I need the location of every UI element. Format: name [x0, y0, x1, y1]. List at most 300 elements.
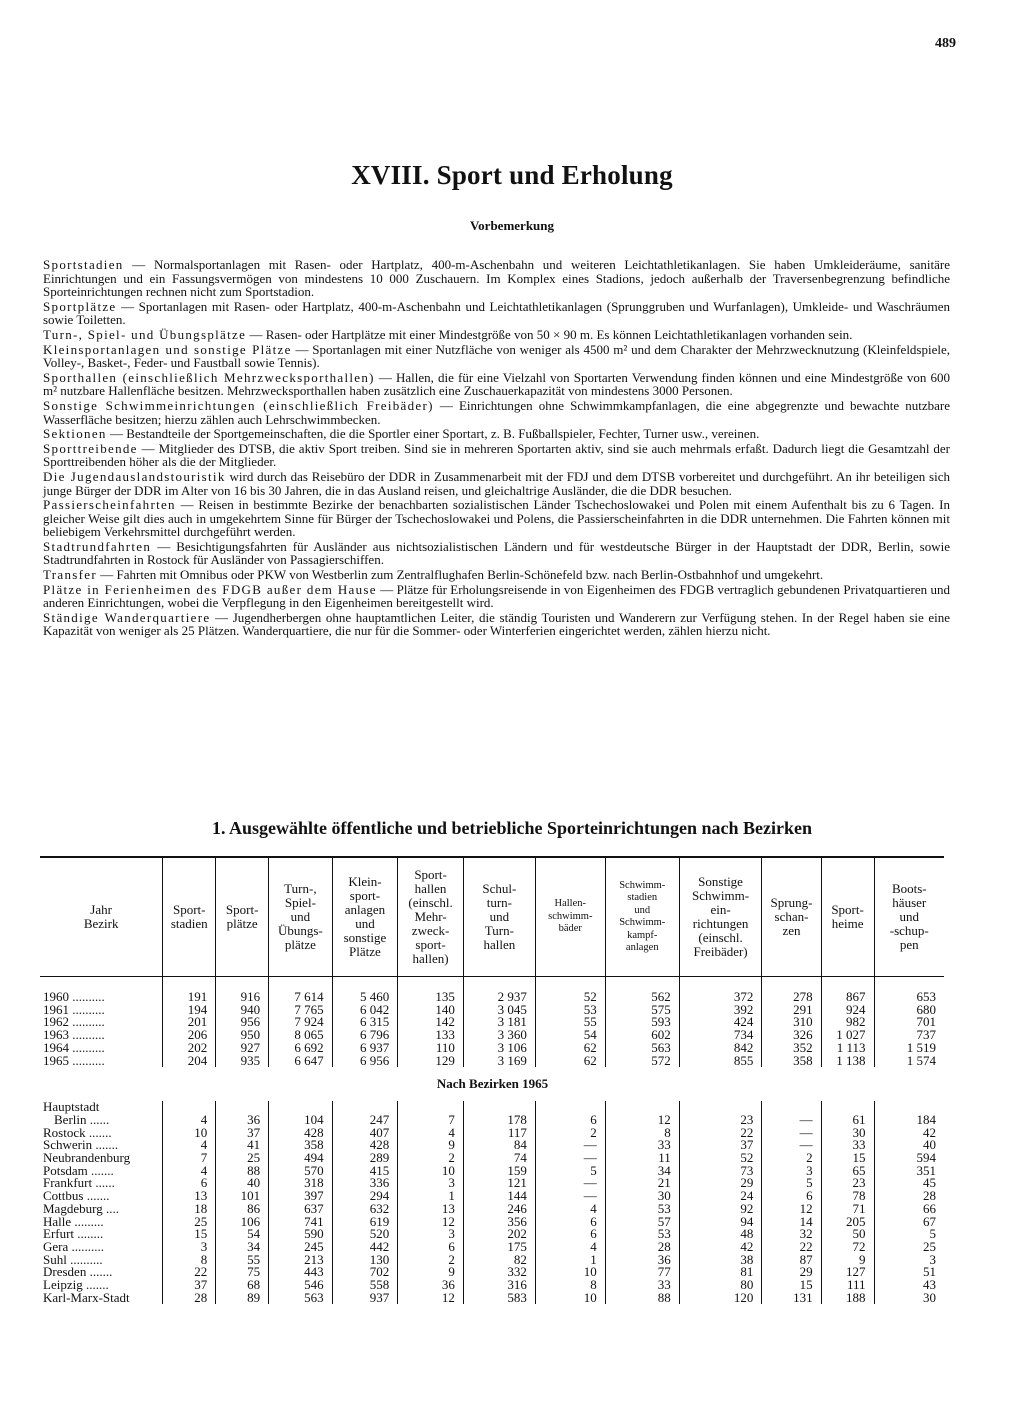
- table-cell: 956: [216, 1016, 269, 1029]
- table-cell: 178: [463, 1114, 535, 1127]
- table-cell: 159: [463, 1165, 535, 1178]
- table-cell: 563: [269, 1292, 333, 1305]
- table-cell: 11: [605, 1152, 679, 1165]
- row-label: Suhl ..........: [43, 1251, 103, 1267]
- table-cell: 7: [398, 1114, 464, 1127]
- table-cell: 494: [269, 1152, 333, 1165]
- definition-text: — Einrichtungen ohne Schwimmkampfanlagen, die eine abgegrenzte und bewachte nutzbare Wasserfläche besitzen; hierzu zählen auch Lehrschwimmbecken.: [43, 397, 950, 427]
- table-cell: 246: [463, 1203, 535, 1216]
- table-cell: 6: [535, 1216, 605, 1229]
- table-cell: 6 692: [269, 1042, 333, 1055]
- table-cell: 12: [398, 1292, 464, 1305]
- table-cell: 4: [163, 1139, 216, 1152]
- definition-term: Stadtrundfahrten: [43, 538, 152, 554]
- row-label: Frankfurt ......: [43, 1175, 115, 1191]
- table-cell: 33: [605, 1279, 679, 1292]
- table-cell: 9: [398, 1139, 464, 1152]
- table-cell: 121: [463, 1177, 535, 1190]
- row-label: Rostock .......: [43, 1124, 112, 1140]
- definition-item: [43, 540, 950, 567]
- table-cell: 33: [605, 1139, 679, 1152]
- table-cell: 30: [874, 1292, 944, 1305]
- table-cell: 935: [216, 1055, 269, 1068]
- table-cell: 442: [332, 1241, 398, 1254]
- table-cell: 191: [163, 991, 216, 1004]
- table-cell: 140: [398, 1004, 464, 1017]
- table-cell: 15: [762, 1279, 821, 1292]
- table-cell: 18: [163, 1203, 216, 1216]
- table-cell: 950: [216, 1029, 269, 1042]
- table-cell: 206: [163, 1029, 216, 1042]
- table-cell: 62: [535, 1042, 605, 1055]
- table-cell: 7 614: [269, 991, 333, 1004]
- column-header: Sonstige Schwimm- ein- richtungen (einschl. Freibäder): [679, 857, 762, 977]
- table-cell: 701: [874, 1016, 944, 1029]
- table-cell: 443: [269, 1266, 333, 1279]
- table-cell: 28: [163, 1292, 216, 1305]
- table-cell: 247: [332, 1114, 398, 1127]
- table-cell: 32: [762, 1228, 821, 1241]
- table-cell: 4: [398, 1127, 464, 1140]
- table-cell: 34: [605, 1165, 679, 1178]
- table-cell: 1: [398, 1190, 464, 1203]
- table-cell: 22: [762, 1241, 821, 1254]
- table-cell: 25: [163, 1216, 216, 1229]
- table-cell: 7: [163, 1152, 216, 1165]
- table-cell: 924: [821, 1004, 874, 1017]
- table-cell: 71: [821, 1203, 874, 1216]
- table-cell: 89: [216, 1292, 269, 1305]
- definition-text: — Bestandteile der Sportgemeinschaften, die die Sportler einer Sportart, z. B. Fußballspieler, Fechter, Turner usw., vereinen.: [106, 426, 760, 442]
- table-cell: 22: [163, 1266, 216, 1279]
- table-cell: 88: [216, 1165, 269, 1178]
- table-cell: 415: [332, 1165, 398, 1178]
- table-cell: [216, 1101, 269, 1114]
- table-cell: 184: [874, 1114, 944, 1127]
- table-cell: 36: [605, 1254, 679, 1267]
- table-cell: 10: [163, 1127, 216, 1140]
- table-cell: 101: [216, 1190, 269, 1203]
- table-cell: 5 460: [332, 991, 398, 1004]
- table-cell: 619: [332, 1216, 398, 1229]
- definition-term: Sonstige Schwimmeinrichtungen (einschließlich Freibäder): [43, 397, 434, 413]
- column-header: Sport- heime: [821, 857, 874, 977]
- table-cell: 572: [605, 1055, 679, 1068]
- table-cell: 73: [679, 1165, 762, 1178]
- table-cell: 25: [216, 1152, 269, 1165]
- definition-item: [43, 442, 950, 469]
- table-cell: 4: [163, 1165, 216, 1178]
- table-cell: 25: [874, 1241, 944, 1254]
- definition-term: Sporthallen (einschließlich Mehrzwecksporthallen): [43, 369, 375, 385]
- table-row: [40, 1055, 944, 1068]
- column-header: Jahr Bezirk: [40, 857, 163, 977]
- table-cell: 6 042: [332, 1004, 398, 1017]
- table-cell: 563: [605, 1042, 679, 1055]
- table-cell: 48: [679, 1228, 762, 1241]
- table-cell: 3: [398, 1228, 464, 1241]
- table-cell: 291: [762, 1004, 821, 1017]
- table-cell: 1 519: [874, 1042, 944, 1055]
- table-cell: 117: [463, 1127, 535, 1140]
- table-cell: 653: [874, 991, 944, 1004]
- table-cell: 1 574: [874, 1055, 944, 1068]
- table-cell: 356: [463, 1216, 535, 1229]
- table-cell: 326: [762, 1029, 821, 1042]
- table-cell: 88: [605, 1292, 679, 1305]
- table-cell: 424: [679, 1016, 762, 1029]
- table-cell: 36: [216, 1114, 269, 1127]
- table-cell: 428: [332, 1139, 398, 1152]
- definition-item: [43, 343, 950, 370]
- table-cell: 6 937: [332, 1042, 398, 1055]
- section-label: Nach Bezirken 1965: [436, 1075, 549, 1091]
- definition-item: [43, 258, 950, 299]
- row-label: Cottbus .......: [43, 1188, 110, 1204]
- table-cell: 407: [332, 1127, 398, 1140]
- table-cell: 392: [679, 1004, 762, 1017]
- definition-term: Passierscheinfahrten: [43, 497, 176, 513]
- table-cell: 24: [679, 1190, 762, 1203]
- table-cell: 135: [398, 991, 464, 1004]
- table-cell: 40: [216, 1177, 269, 1190]
- table-cell: 29: [762, 1266, 821, 1279]
- table-cell: 21: [605, 1177, 679, 1190]
- table-cell: —: [535, 1177, 605, 1190]
- table-cell: 737: [874, 1029, 944, 1042]
- row-label: 1961 ..........: [43, 1001, 105, 1017]
- table-cell: 120: [679, 1292, 762, 1305]
- table-cell: 53: [535, 1004, 605, 1017]
- table-cell: 1 027: [821, 1029, 874, 1042]
- table-cell: 34: [216, 1241, 269, 1254]
- table-cell: 37: [216, 1127, 269, 1140]
- table-cell: 397: [269, 1190, 333, 1203]
- table-cell: 632: [332, 1203, 398, 1216]
- table-cell: 593: [605, 1016, 679, 1029]
- row-label: Erfurt ........: [43, 1226, 104, 1242]
- definition-text: — Jugendherbergen ohne hauptamtlichen Leiter, die ständig Touristen und Wanderern zur Verfügung stehen. In der Regel haben sie eine Kapazität von weniger als 25 Plätzen. Wanderquartiere, die nur für die Sommer- oder Winterferien eingerichtet werden, zählen hierzu nicht.: [43, 609, 951, 639]
- table-cell: 602: [605, 1029, 679, 1042]
- definition-term: Sportplätze: [43, 298, 117, 314]
- table-cell: 927: [216, 1042, 269, 1055]
- table-cell: [163, 1101, 216, 1114]
- table-cell: 351: [874, 1165, 944, 1178]
- table-cell: 278: [762, 991, 821, 1004]
- table-cell: 428: [269, 1127, 333, 1140]
- row-label: Potsdam .......: [43, 1162, 114, 1178]
- column-header: Sport- hallen (einschl. Mehr- zweck- sport- hallen): [398, 857, 464, 977]
- table-cell: 358: [762, 1055, 821, 1068]
- table-cell: 130: [332, 1254, 398, 1267]
- table-cell: 53: [605, 1228, 679, 1241]
- table-cell: 8: [535, 1279, 605, 1292]
- table-cell: 6: [535, 1114, 605, 1127]
- table-cell: 205: [821, 1216, 874, 1229]
- table-cell: 590: [269, 1228, 333, 1241]
- table-cell: 55: [216, 1254, 269, 1267]
- table-cell: 8: [605, 1127, 679, 1140]
- definition-item: [43, 427, 950, 441]
- column-header: Schwimm- stadien und Schwimm- kampf- anlagen: [605, 857, 679, 977]
- table-cell: —: [762, 1114, 821, 1127]
- table-cell: 570: [269, 1165, 333, 1178]
- table-cell: 855: [679, 1055, 762, 1068]
- table-cell: 12: [762, 1203, 821, 1216]
- column-header: Turn-, Spiel- und Übungs- plätze: [269, 857, 333, 977]
- table-cell: 6 315: [332, 1016, 398, 1029]
- table-cell: 55: [535, 1016, 605, 1029]
- table-cell: 33: [821, 1139, 874, 1152]
- table-cell: 332: [463, 1266, 535, 1279]
- table-cell: 66: [874, 1203, 944, 1216]
- row-label: Neubrandenburg: [43, 1150, 131, 1166]
- table-cell: 289: [332, 1152, 398, 1165]
- table-cell: 1: [535, 1254, 605, 1267]
- definition-text: — Sportanlagen mit einer Nutzfläche von weniger als 4500 m² und dem Charakter der Mehrzwecknutzung (Kleinfeldspiele, Volley-, Basket-, Feder- und Faustball sowie Tennis).: [43, 341, 951, 371]
- definition-text: — Fahrten mit Omnibus oder PKW von Westberlin zum Zentralflughafen Berlin-Schönefeld bzw. nach Berlin-Ostbahnhof und umgekehrt.: [96, 567, 824, 583]
- definition-item: [43, 300, 950, 327]
- table-cell: 702: [332, 1266, 398, 1279]
- definition-text: wird durch das Reisebüro der DDR in Zusammenarbeit mit der FDJ und dem DTSB vorbereitet und durchgeführt. An ihr beteiligen sich junge Bürger der DDR im Alter von 16 bis 30 Jahren, die in das Ausland reisen, und gleichaltrige Ausländer, die die DDR besuchen.: [43, 468, 950, 498]
- table-cell: 86: [216, 1203, 269, 1216]
- table-cell: 77: [605, 1266, 679, 1279]
- definition-term: Ständige Wanderquartiere: [43, 609, 211, 625]
- definition-item: [43, 399, 950, 426]
- definition-text: — Mitglieder des DTSB, die aktiv Sport treiben. Sind sie in mehreren Sportarten aktiv, sind sie auch mehrmals erfaßt. Dadurch liegt die Gesamtzahl der Sporttreibenden höher als die der Mitglieder.: [43, 440, 950, 470]
- definition-term: Plätze in Ferienheimen des FDGB außer dem Hause: [43, 581, 377, 597]
- prelim-heading: Vorbemerkung: [469, 218, 555, 233]
- table-cell: 2: [398, 1152, 464, 1165]
- table-cell: 133: [398, 1029, 464, 1042]
- table-cell: 10: [398, 1165, 464, 1178]
- table-cell: 40: [874, 1139, 944, 1152]
- table-cell: 92: [679, 1203, 762, 1216]
- definition-text: — Sportanlagen mit Rasen- oder Hartplatz, 400-m-Aschenbahn und Leichtathletikanlagen (Sprunggruben und Wurfanlagen), Umkleide- und Waschräumen sowie Toiletten.: [43, 298, 950, 328]
- table-cell: 741: [269, 1216, 333, 1229]
- table-cell: 594: [874, 1152, 944, 1165]
- column-header: Klein- sport- anlagen und sonstige Plätze: [332, 857, 398, 977]
- definition-item: [43, 498, 950, 539]
- table-cell: 22: [679, 1127, 762, 1140]
- table-cell: 9: [398, 1266, 464, 1279]
- table-cell: 1 113: [821, 1042, 874, 1055]
- table-cell: 131: [762, 1292, 821, 1305]
- table-cell: 575: [605, 1004, 679, 1017]
- table-cell: 3 181: [463, 1016, 535, 1029]
- table-cell: 1 138: [821, 1055, 874, 1068]
- table-cell: 3 045: [463, 1004, 535, 1017]
- page-number: 489: [935, 36, 956, 51]
- table-cell: 213: [269, 1254, 333, 1267]
- table-cell: 29: [679, 1177, 762, 1190]
- table-cell: [821, 1101, 874, 1114]
- definition-item: [43, 371, 950, 398]
- table-cell: 6 796: [332, 1029, 398, 1042]
- table-cell: —: [762, 1127, 821, 1140]
- table-cell: 84: [463, 1139, 535, 1152]
- table-cell: 202: [463, 1228, 535, 1241]
- table-cell: 37: [163, 1279, 216, 1292]
- table-cell: 129: [398, 1055, 464, 1068]
- table-cell: 358: [269, 1139, 333, 1152]
- table-cell: 6 647: [269, 1055, 333, 1068]
- table-cell: 3 169: [463, 1055, 535, 1068]
- table-cell: 982: [821, 1016, 874, 1029]
- table-cell: 110: [398, 1042, 464, 1055]
- column-header: Sport- stadien: [163, 857, 216, 977]
- table-cell: 680: [874, 1004, 944, 1017]
- column-header: Sprung- schan- zen: [762, 857, 821, 977]
- table-cell: 310: [762, 1016, 821, 1029]
- table-cell: 188: [821, 1292, 874, 1305]
- definition-term: Sporttreibende: [43, 440, 138, 456]
- table-cell: 6: [163, 1177, 216, 1190]
- table-cell: 6: [398, 1241, 464, 1254]
- table-cell: 111: [821, 1279, 874, 1292]
- table-cell: 9: [821, 1254, 874, 1267]
- table-cell: 45: [874, 1177, 944, 1190]
- table-cell: 61: [821, 1114, 874, 1127]
- table-cell: 4: [535, 1241, 605, 1254]
- table-cell: 558: [332, 1279, 398, 1292]
- table-header-row: [40, 857, 944, 977]
- definitions-list: [43, 258, 950, 639]
- table-cell: 6 956: [332, 1055, 398, 1068]
- table-cell: 2: [535, 1127, 605, 1140]
- row-label: Dresden .......: [43, 1264, 113, 1280]
- definition-term: Die Jugendauslandstouristik: [43, 468, 226, 484]
- table-cell: 14: [762, 1216, 821, 1229]
- table-cell: 583: [463, 1292, 535, 1305]
- table-cell: 4: [163, 1114, 216, 1127]
- table-cell: 316: [463, 1279, 535, 1292]
- definition-term: Sektionen: [43, 426, 107, 442]
- table-cell: 202: [163, 1042, 216, 1055]
- table-cell: 72: [821, 1241, 874, 1254]
- table-cell: 5: [535, 1165, 605, 1178]
- table-cell: 68: [216, 1279, 269, 1292]
- table-cell: 75: [216, 1266, 269, 1279]
- row-label: 1965 ..........: [43, 1052, 105, 1068]
- table-cell: 80: [679, 1279, 762, 1292]
- section-row: [40, 1067, 944, 1101]
- row-label: Schwerin .......: [43, 1137, 119, 1153]
- row-label: Berlin ......: [54, 1111, 110, 1127]
- table-cell: 3: [398, 1177, 464, 1190]
- row-label: 1960 ..........: [43, 989, 105, 1004]
- column-header: Sport- plätze: [216, 857, 269, 977]
- table-cell: 43: [874, 1279, 944, 1292]
- table-cell: 87: [762, 1254, 821, 1267]
- table-cell: 28: [874, 1190, 944, 1203]
- definition-term: Transfer: [43, 567, 97, 583]
- table-cell: 294: [332, 1190, 398, 1203]
- row-label: Magdeburg ....: [43, 1200, 119, 1216]
- table-cell: 13: [398, 1203, 464, 1216]
- row-label: Leipzig .......: [43, 1277, 109, 1293]
- table-cell: 51: [874, 1266, 944, 1279]
- table-cell: 30: [605, 1190, 679, 1203]
- definition-term: Turn-, Spiel- und Übungsplätze: [43, 326, 247, 342]
- sport-facilities-table: [40, 856, 944, 1304]
- table-cell: 52: [535, 991, 605, 1004]
- column-header: Hallen- schwimm- bäder: [535, 857, 605, 977]
- table-cell: 2 937: [463, 991, 535, 1004]
- table-cell: 42: [679, 1241, 762, 1254]
- table-cell: 6: [762, 1190, 821, 1203]
- definition-item: [43, 470, 950, 497]
- table-cell: 937: [332, 1292, 398, 1305]
- table-cell: 867: [821, 991, 874, 1004]
- table-cell: 53: [605, 1203, 679, 1216]
- table-cell: 12: [605, 1114, 679, 1127]
- table-cell: 65: [821, 1165, 874, 1178]
- table-cell: —: [535, 1152, 605, 1165]
- definition-text: — Besichtigungsfahrten für Ausländer aus nichtsozialistischen Ländern und für westdeutsche Bürger in der Hauptstadt der DDR, Berlin, sowie Stadtrundfahrten in Rostock für Ausländer von Passagierschiffen.: [43, 538, 950, 568]
- table-cell: 28: [605, 1241, 679, 1254]
- definition-item: [43, 568, 950, 582]
- table-cell: 50: [821, 1228, 874, 1241]
- table-cell: 23: [679, 1114, 762, 1127]
- definition-term: Sportstadien: [43, 257, 124, 272]
- table-cell: 104: [269, 1114, 333, 1127]
- table-cell: 2: [762, 1152, 821, 1165]
- row-label: Karl-Marx-Stadt: [43, 1289, 130, 1305]
- definition-text: — Normalsportanlagen mit Rasen- oder Hartplatz, 400-m-Aschenbahn und weiteren Leichtathletikanlagen. Sie haben Umkleideräume, sanitäre Einrichtungen und ein Fassungsvermögen von mindestens 10 000 Zuschauern. Im Komplex eines Stadions, jedoch außerhalb der Traversenbegrenzung befindliche Sporteinrichtungen rechnen nicht zum Sportstadion.: [43, 257, 950, 300]
- table-cell: 3 106: [463, 1042, 535, 1055]
- table-cell: 734: [679, 1029, 762, 1042]
- table-cell: 15: [821, 1152, 874, 1165]
- table-cell: 562: [605, 991, 679, 1004]
- column-header: Schul- turn- und Turn- hallen: [463, 857, 535, 977]
- table-cell: 52: [679, 1152, 762, 1165]
- table-cell: 30: [821, 1127, 874, 1140]
- table-cell: 5: [762, 1177, 821, 1190]
- table-cell: 4: [535, 1203, 605, 1216]
- table-cell: 37: [679, 1139, 762, 1152]
- table-cell: 318: [269, 1177, 333, 1190]
- table-cell: 23: [821, 1177, 874, 1190]
- table-cell: 62: [535, 1055, 605, 1068]
- table-cell: 204: [163, 1055, 216, 1068]
- table-cell: 916: [216, 991, 269, 1004]
- table-cell: 94: [679, 1216, 762, 1229]
- definition-text: — Reisen in bestimmte Bezirke der benachbarten sozialistischen Länder Tschechoslowakei und Polen mit einem Aufenthalt bis zu 6 Tagen. In gleicher Weise gilt dies auch in umgekehrtem Sinne für Bürger der Tschechoslowakei und Polens, die Passierscheinfahrten in die DDR unternehmen. Die Fahrten können mit beliebigem Verkehrsmittel durchgeführt werden.: [43, 497, 950, 540]
- table-cell: 3: [762, 1165, 821, 1178]
- table-cell: 54: [535, 1029, 605, 1042]
- table-cell: 12: [398, 1216, 464, 1229]
- table-cell: 194: [163, 1004, 216, 1017]
- table-cell: 3: [874, 1254, 944, 1267]
- row-label: Gera ..........: [43, 1238, 105, 1254]
- table-cell: 142: [398, 1016, 464, 1029]
- table-cell: 520: [332, 1228, 398, 1241]
- table-cell: 8: [163, 1254, 216, 1267]
- table-cell: 2: [398, 1254, 464, 1267]
- table-cell: 8 065: [269, 1029, 333, 1042]
- table-cell: 78: [821, 1190, 874, 1203]
- definition-item: [43, 583, 950, 610]
- table-cell: 3: [163, 1241, 216, 1254]
- table-cell: 10: [535, 1266, 605, 1279]
- table-cell: 13: [163, 1190, 216, 1203]
- table-cell: —: [762, 1139, 821, 1152]
- table-cell: 3 360: [463, 1029, 535, 1042]
- table-cell: 5: [874, 1228, 944, 1241]
- table-cell: 127: [821, 1266, 874, 1279]
- table-cell: 352: [762, 1042, 821, 1055]
